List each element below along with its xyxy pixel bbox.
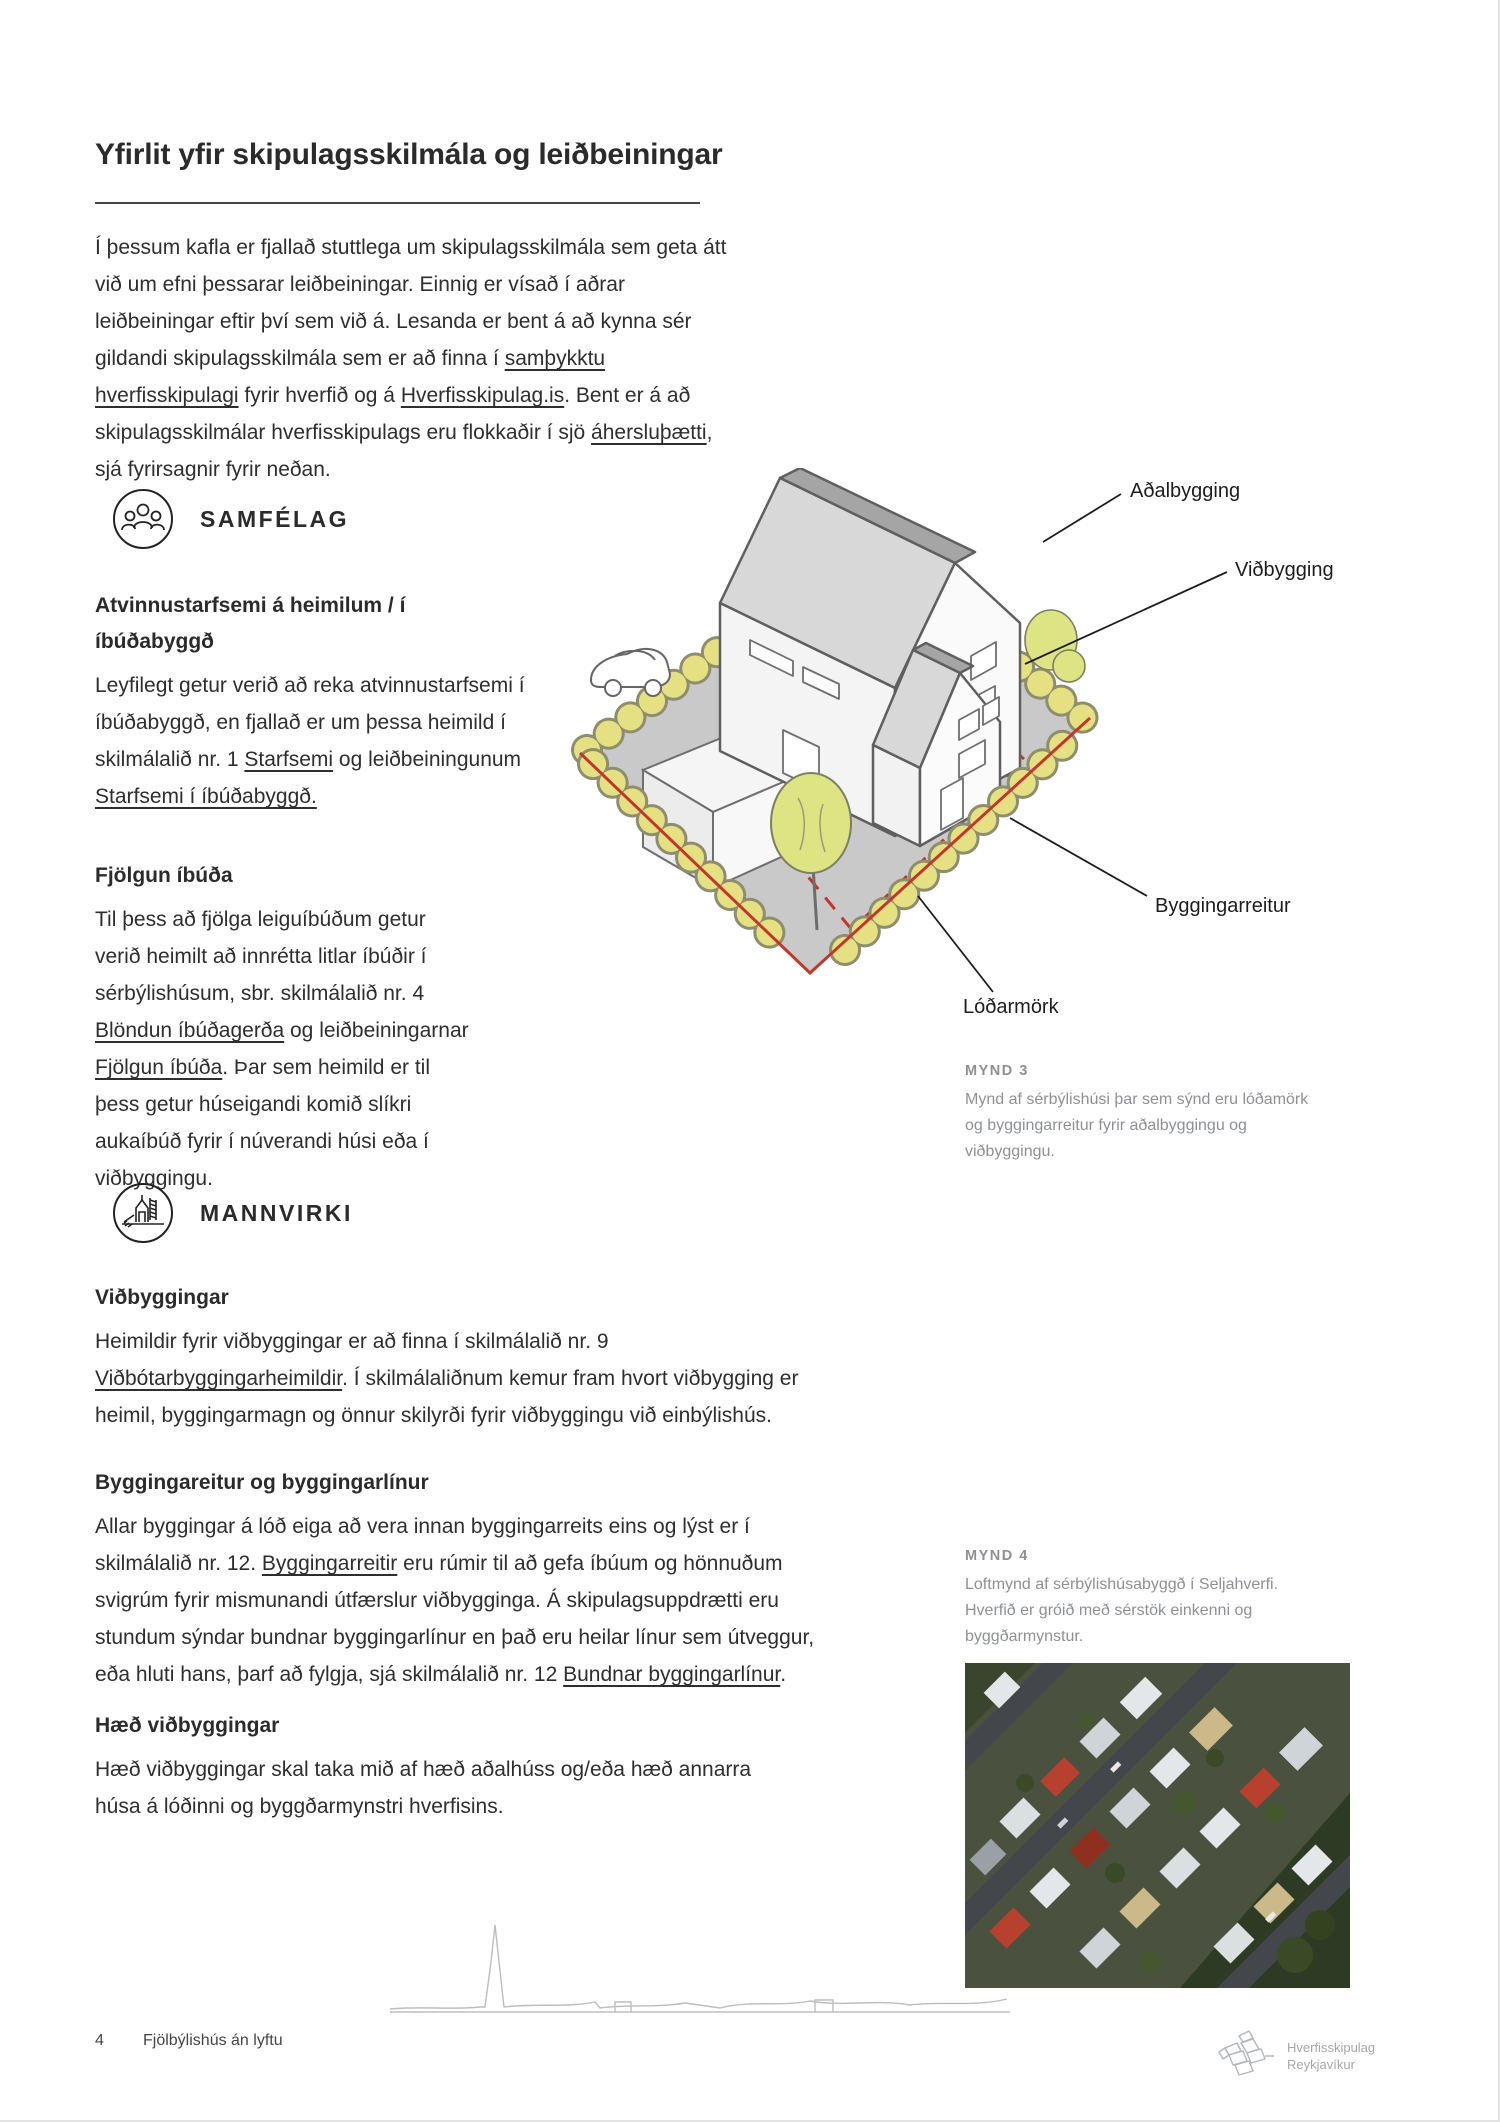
footer-logo-text [1287,2028,1375,2073]
link-starfsemi-i-ibudabyggd[interactable]: Starfsemi í íbúðabyggð. [95,785,317,808]
lot-illustration [555,468,1355,1048]
link-vidbotarbyggingarheimildir[interactable]: Viðbótarbyggingarheimildir [95,1367,343,1390]
subsection-paragraph [95,1751,800,1825]
text-run: Til þess að fjölga leiguíbúðum getur verið heimilt að innrétta litlar íbúðir í sérbýlishúsum, sbr. skilmálalið nr. 4 [95,908,427,1005]
text-run: . Í skilmálaliðnum kemur fram hvort viðbygging er heimil, byggingarmagn og önnur skilyrði fyrir viðbyggingu við einbýlishús. [95,1367,799,1427]
link-fjolgun-ibuda[interactable]: Fjölgun íbúða [95,1056,223,1079]
section-header-mannvirki [112,1182,353,1244]
figure3-caption-text: Mynd af sérbýlishúsi þar sem sýnd eru lóðamörk og byggingarreitur fyrir aðalbyggingu og viðbyggingu. [965,1091,1309,1160]
text-run: og leiðbeiningunum [333,748,522,771]
page-number: 4 [95,2032,104,2049]
text-run: Heimildir fyrir viðbyggingar er að finna í skilmálalið nr. 9 [95,1330,609,1353]
text-run: , sjá fyrirsagnir fyrir neðan. [95,421,713,481]
section-title-samfelag: SAMFÉLAG [200,505,350,532]
text-run: . Bent er á að skipulagsskilmálar hverfisskipulags eru flokkaðir í sjö [95,384,691,444]
intro-paragraph [95,229,727,488]
subsection-heading: Viðbyggingar [95,1286,229,1309]
aerial-photo [965,1663,1350,1988]
subsection-heading: Hæð viðbyggingar [95,1714,280,1737]
subsection-heading: Byggingareitur og byggingarlínur [95,1471,429,1494]
subsection-heading: Fjölgun íbúða [95,864,233,887]
car [591,649,670,696]
title-divider [95,202,700,204]
link-starfsemi[interactable]: Starfsemi [244,748,334,771]
footer-doc-title: Fjölbýlishús án lyftu [143,2032,283,2049]
text-run: og leiðbeiningarnar [284,1019,469,1042]
text-run: fyrir hverfið og á [238,384,401,407]
figure-label-vidbygging: Viðbygging [1235,559,1334,581]
link-bundnar-byggingarlinur[interactable]: Bundnar byggingarlínur [563,1663,781,1686]
page-title: Yfirlit yfir skipulagsskilmála og leiðbeiningar [95,138,723,171]
figure3-caption [965,1063,1317,1165]
text-run: Hæð viðbyggingar skal taka mið af hæð aðalhúss og/eða hæð annarra húsa á lóðinni og byggðarmynstri hverfisins. [95,1758,752,1818]
figure3-caption-label: MYND 3 [965,1063,1029,1079]
figure-label-adalbygging: Aðalbygging [1130,480,1241,502]
section-title-mannvirki: MANNVIRKI [200,1199,353,1226]
link-byggingarreitir[interactable]: Byggingarreitir [261,1552,398,1575]
figure4-caption [965,1548,1317,1650]
link-ahersluthaettir[interactable]: áhersluþætti [591,421,707,444]
subsection-byggingareitur [95,1465,833,1693]
subsection-vidbyggingar [95,1280,800,1434]
buildings-icon [112,1182,174,1244]
text-run: . Þar sem heimild er til þess getur húseigandi komið slíkri aukaíbúð fyrir í núverandi húsi eða í viðbyggingu. [95,1056,430,1190]
subsection-atvinnustarfsemi [95,588,565,815]
link-blondun-ibudagerda[interactable]: Blöndun íbúðagerða [95,1019,285,1042]
text-run: eru rúmir til að gefa íbúum og hönnuðum svigrúm fyrir mismunandi útfærslur viðbygginga. Á skipulagsuppdrætti eru stundum sýndar bundnar byggingarlínur en það eru heilar línur sem útveggur, eða hluti hans, þarf að fylgja, sjá skilmálalið nr. 12 [95,1552,815,1686]
figure4-caption-text: Loftmynd af sérbýlishúsabyggð í Seljahverfi. Hverfið er gróið með sérstök einkenni og byggðarmynstur. [965,1576,1279,1645]
skyline-sketch [385,1920,1015,2015]
subsection-paragraph [95,1508,833,1693]
figure4-caption-label: MYND 4 [965,1548,1029,1564]
figure-label-lodarmork: Lóðarmörk [963,996,1059,1018]
link-hverfisskipulag-is[interactable]: Hverfisskipulag.is [400,384,565,407]
subsection-paragraph [95,667,540,815]
text-run: . [780,1663,787,1686]
footer-logo-line1: Hverfisskipulag [1287,2040,1376,2055]
hverfisskipulag-logo-icon [1215,2028,1275,2082]
subsection-haed-vidbyggingar [95,1708,800,1825]
figure-label-byggingarreitur: Byggingarreitur [1155,895,1291,917]
footer-logo-line2: Reykjavíkur [1287,2057,1355,2072]
footer-logo [1215,2028,1375,2082]
text-run: Allar byggingar á lóð eiga að vera innan byggingarreits eins og lýst er í skilmálalið nr. 12. [95,1515,750,1575]
subsection-heading: Atvinnustarfsemi á heimilum / í íbúðabyggð [95,594,406,653]
section-header-samfelag [112,488,349,550]
text-run: Leyfilegt getur verið að reka atvinnustarfsemi í íbúðabyggð, en fjallað er um þessa heimild í skilmálalið nr. 1 [95,674,525,771]
subsection-paragraph [95,1323,800,1434]
text-run: Í þessum kafla er fjallað stuttlega um skipulagsskilmála sem geta átt við um efni þessarar leiðbeiningar. Einnig er vísað í aðrar leiðbeiningar eftir því sem við á. Lesanda er bent á að kynna sér gildandi skipulagsskilmála sem er að finna í [95,236,727,370]
link-sampykktu-hverfisskipulagi[interactable]: samþykktu hverfisskipulagi [95,347,606,407]
people-group-icon [112,488,174,550]
